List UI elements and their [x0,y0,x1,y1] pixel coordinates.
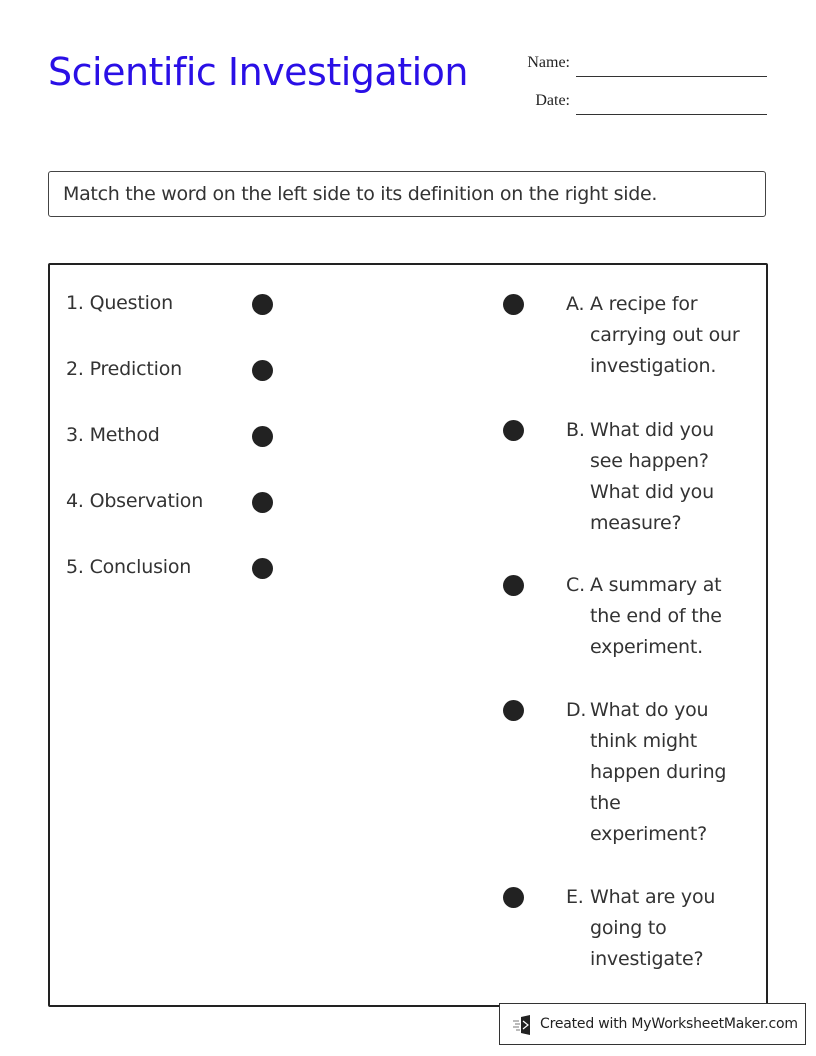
footer-badge[interactable] [499,1003,806,1045]
definition-line: experiment. [590,636,703,658]
term-method: 3. Method [66,424,160,446]
definition-a [566,289,756,382]
term-observation: 4. Observation [66,490,204,512]
term-dot-4[interactable] [252,492,273,513]
definition-letter: C. [566,574,585,596]
definition-d [566,695,756,850]
definition-line: carrying out our [590,324,740,346]
definition-line: measure? [590,512,682,534]
definition-e [566,882,756,975]
definition-letter: B. [566,419,585,441]
definition-line: investigation. [590,355,717,377]
date-line[interactable] [576,114,767,115]
definition-dot-a[interactable] [503,294,524,315]
definition-dot-e[interactable] [503,887,524,908]
definition-line: think might [590,730,697,752]
term-dot-5[interactable] [252,558,273,579]
definition-line: happen during [590,761,727,783]
term-conclusion: 5. Conclusion [66,556,192,578]
definition-line: What did you [590,419,714,441]
definition-line: What do you [590,699,709,721]
definition-dot-c[interactable] [503,575,524,596]
definition-line: the end of the [590,605,722,627]
definition-b [566,415,756,539]
definition-line: What did you [590,481,714,503]
definition-c [566,570,756,663]
definition-letter: A. [566,293,585,315]
name-line[interactable] [576,76,767,77]
definition-line: the [590,792,621,814]
definition-line: investigate? [590,948,704,970]
worksheet-maker-logo-icon [512,1015,534,1035]
page-title: Scientific Investigation [48,50,469,94]
definition-line: A summary at [590,574,722,596]
definition-letter: D. [566,699,587,721]
definition-letter: E. [566,886,584,908]
term-dot-1[interactable] [252,294,273,315]
definition-line: What are you [590,886,716,908]
definition-dot-b[interactable] [503,420,524,441]
instructions-text: Match the word on the left side to its definition on the right side. [63,183,658,205]
name-label: Name: [527,54,570,71]
definition-dot-d[interactable] [503,700,524,721]
instructions-box [48,171,766,217]
footer-text: Created with MyWorksheetMaker.com [540,1016,798,1032]
date-label: Date: [535,92,570,109]
term-prediction: 2. Prediction [66,358,182,380]
definition-line: going to [590,917,667,939]
definition-line: experiment? [590,823,708,845]
term-question: 1. Question [66,292,173,314]
definition-line: see happen? [590,450,709,472]
definition-line: A recipe for [590,293,698,315]
term-dot-2[interactable] [252,360,273,381]
term-dot-3[interactable] [252,426,273,447]
